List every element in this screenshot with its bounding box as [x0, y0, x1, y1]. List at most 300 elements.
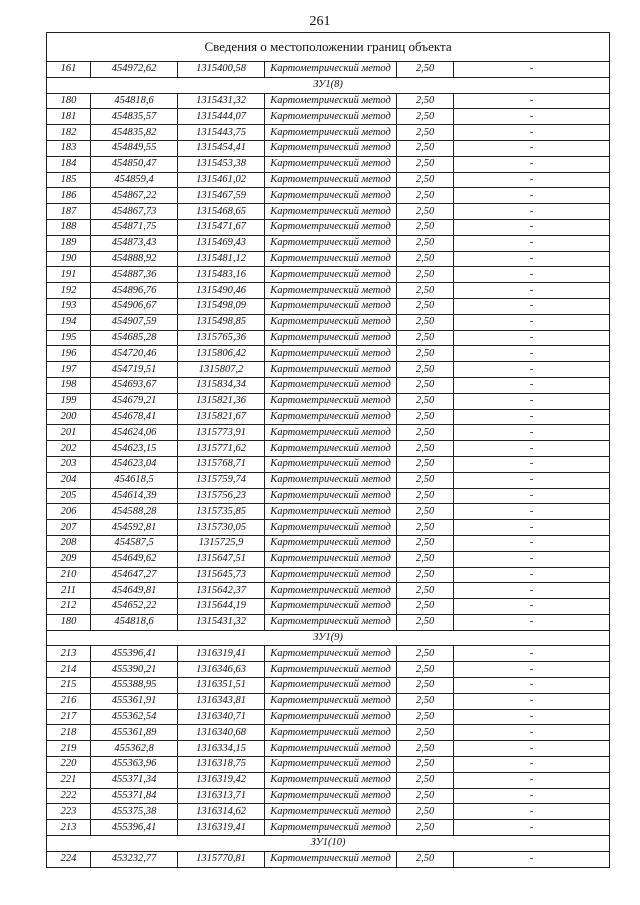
coordinate-y: 1315453,38 [178, 156, 265, 172]
table-row [47, 614, 610, 630]
coordinate-x: 454849,55 [91, 140, 178, 156]
description: - [454, 125, 610, 141]
coordinate-x: 454835,57 [91, 109, 178, 125]
precision: 2,50 [397, 409, 454, 425]
table-row [47, 662, 610, 678]
coordinate-y: 1315759,74 [178, 472, 265, 488]
table-row [47, 377, 610, 393]
table-row [47, 678, 610, 694]
precision: 2,50 [397, 693, 454, 709]
coordinate-y: 1315467,59 [178, 188, 265, 204]
coordinate-x: 454720,46 [91, 346, 178, 362]
coordinate-y: 1316314,62 [178, 804, 265, 820]
coordinate-x: 454818,6 [91, 614, 178, 630]
table-row [47, 204, 610, 220]
precision: 2,50 [397, 204, 454, 220]
method: Картометрический метод [265, 267, 397, 283]
table-row [47, 125, 610, 141]
method: Картометрический метод [265, 741, 397, 757]
precision: 2,50 [397, 472, 454, 488]
description: - [454, 678, 610, 694]
point-number: 217 [47, 709, 91, 725]
method: Картометрический метод [265, 583, 397, 599]
table-row [47, 93, 610, 109]
description: - [454, 788, 610, 804]
method: Картометрический метод [265, 488, 397, 504]
coordinate-x: 454867,22 [91, 188, 178, 204]
point-number: 212 [47, 599, 91, 615]
description: - [454, 646, 610, 662]
table-row [47, 551, 610, 567]
method: Картометрический метод [265, 314, 397, 330]
point-number: 215 [47, 678, 91, 694]
point-number: 221 [47, 772, 91, 788]
table-row [47, 156, 610, 172]
precision: 2,50 [397, 377, 454, 393]
method: Картометрический метод [265, 93, 397, 109]
point-number: 200 [47, 409, 91, 425]
description: - [454, 346, 610, 362]
precision: 2,50 [397, 125, 454, 141]
coordinate-y: 1316319,41 [178, 820, 265, 836]
coordinate-x: 454588,28 [91, 504, 178, 520]
method: Картометрический метод [265, 125, 397, 141]
precision: 2,50 [397, 535, 454, 551]
method: Картометрический метод [265, 235, 397, 251]
section-title: ЗУ1(8) [47, 77, 610, 93]
point-number: 192 [47, 283, 91, 299]
table-row [47, 409, 610, 425]
coordinate-x: 454647,27 [91, 567, 178, 583]
precision: 2,50 [397, 583, 454, 599]
coordinate-x: 454887,36 [91, 267, 178, 283]
coordinate-y: 1316319,41 [178, 646, 265, 662]
table-row [47, 535, 610, 551]
method: Картометрический метод [265, 472, 397, 488]
precision: 2,50 [397, 772, 454, 788]
point-number: 202 [47, 441, 91, 457]
coordinate-y: 1315821,36 [178, 393, 265, 409]
table-title-row [47, 33, 610, 62]
precision: 2,50 [397, 140, 454, 156]
precision: 2,50 [397, 219, 454, 235]
coordinate-x: 454888,92 [91, 251, 178, 267]
coordinate-y: 1315735,85 [178, 504, 265, 520]
coordinate-x: 454614,39 [91, 488, 178, 504]
table-row [47, 425, 610, 441]
coordinate-x: 454623,04 [91, 456, 178, 472]
coordinate-x: 454678,41 [91, 409, 178, 425]
method: Картометрический метод [265, 140, 397, 156]
coordinate-y: 1315444,07 [178, 109, 265, 125]
coordinate-x: 455388,95 [91, 678, 178, 694]
table-row [47, 172, 610, 188]
description: - [454, 741, 610, 757]
description: - [454, 219, 610, 235]
description: - [454, 456, 610, 472]
point-number: 186 [47, 188, 91, 204]
point-number: 188 [47, 219, 91, 235]
point-number: 193 [47, 298, 91, 314]
method: Картометрический метод [265, 330, 397, 346]
coordinate-y: 1315431,32 [178, 614, 265, 630]
method: Картометрический метод [265, 62, 397, 78]
point-number: 205 [47, 488, 91, 504]
point-number: 209 [47, 551, 91, 567]
point-number: 224 [47, 851, 91, 867]
coordinate-y: 1316340,71 [178, 709, 265, 725]
point-number: 199 [47, 393, 91, 409]
method: Картометрический метод [265, 346, 397, 362]
precision: 2,50 [397, 267, 454, 283]
method: Картометрический метод [265, 599, 397, 615]
description: - [454, 188, 610, 204]
coordinate-x: 454907,59 [91, 314, 178, 330]
table-row [47, 820, 610, 836]
precision: 2,50 [397, 283, 454, 299]
coordinate-y: 1315498,85 [178, 314, 265, 330]
table-row [47, 472, 610, 488]
table-row [47, 788, 610, 804]
point-number: 206 [47, 504, 91, 520]
coordinate-x: 454624,06 [91, 425, 178, 441]
coordinate-y: 1315806,42 [178, 346, 265, 362]
method: Картометрический метод [265, 219, 397, 235]
point-number: 196 [47, 346, 91, 362]
precision: 2,50 [397, 788, 454, 804]
coordinate-y: 1315773,91 [178, 425, 265, 441]
method: Картометрический метод [265, 725, 397, 741]
point-number: 208 [47, 535, 91, 551]
coordinate-y: 1315771,62 [178, 441, 265, 457]
coordinate-y: 1316334,15 [178, 741, 265, 757]
table-row [47, 393, 610, 409]
coordinate-y: 1316318,75 [178, 757, 265, 773]
description: - [454, 330, 610, 346]
coordinate-x: 454972,62 [91, 62, 178, 78]
method: Картометрический метод [265, 709, 397, 725]
point-number: 213 [47, 820, 91, 836]
coordinate-x: 454896,76 [91, 283, 178, 299]
point-number: 223 [47, 804, 91, 820]
method: Картометрический метод [265, 788, 397, 804]
description: - [454, 851, 610, 867]
coordinate-x: 455396,41 [91, 820, 178, 836]
method: Картометрический метод [265, 362, 397, 378]
table-row [47, 298, 610, 314]
coordinate-y: 1316346,63 [178, 662, 265, 678]
coordinate-x: 454867,73 [91, 204, 178, 220]
table-row [47, 283, 610, 299]
table-row [47, 757, 610, 773]
description: - [454, 804, 610, 820]
coordinate-y: 1315461,02 [178, 172, 265, 188]
point-number: 191 [47, 267, 91, 283]
coordinate-y: 1315647,51 [178, 551, 265, 567]
table-row [47, 346, 610, 362]
point-number: 189 [47, 235, 91, 251]
point-number: 204 [47, 472, 91, 488]
table-row [47, 741, 610, 757]
section-title: ЗУ1(10) [47, 836, 610, 852]
point-number: 220 [47, 757, 91, 773]
coordinate-x: 455362,8 [91, 741, 178, 757]
page-number: 261 [309, 14, 331, 29]
coordinate-y: 1315725,9 [178, 535, 265, 551]
point-number: 182 [47, 125, 91, 141]
coordinate-x: 454679,21 [91, 393, 178, 409]
precision: 2,50 [397, 488, 454, 504]
point-number: 207 [47, 520, 91, 536]
section-row [47, 77, 610, 93]
method: Картометрический метод [265, 614, 397, 630]
table-row [47, 488, 610, 504]
method: Картометрический метод [265, 804, 397, 820]
point-number: 184 [47, 156, 91, 172]
table-row [47, 62, 610, 78]
description: - [454, 725, 610, 741]
coordinate-x: 454873,43 [91, 235, 178, 251]
table-row [47, 804, 610, 820]
precision: 2,50 [397, 599, 454, 615]
table-row [47, 456, 610, 472]
description: - [454, 62, 610, 78]
description: - [454, 283, 610, 299]
coordinate-x: 455371,84 [91, 788, 178, 804]
coordinate-y: 1316343,81 [178, 693, 265, 709]
table-row [47, 599, 610, 615]
precision: 2,50 [397, 614, 454, 630]
method: Картометрический метод [265, 678, 397, 694]
table-row [47, 219, 610, 235]
precision: 2,50 [397, 62, 454, 78]
precision: 2,50 [397, 441, 454, 457]
method: Картометрический метод [265, 441, 397, 457]
coordinate-y: 1315490,46 [178, 283, 265, 299]
method: Картометрический метод [265, 535, 397, 551]
coordinate-x: 455363,96 [91, 757, 178, 773]
precision: 2,50 [397, 362, 454, 378]
table-row [47, 851, 610, 867]
method: Картометрический метод [265, 425, 397, 441]
coordinate-x: 454693,67 [91, 377, 178, 393]
point-number: 187 [47, 204, 91, 220]
coordinate-y: 1316340,68 [178, 725, 265, 741]
coordinate-y: 1315768,71 [178, 456, 265, 472]
precision: 2,50 [397, 820, 454, 836]
coordinate-y: 1315642,37 [178, 583, 265, 599]
description: - [454, 362, 610, 378]
point-number: 219 [47, 741, 91, 757]
description: - [454, 172, 610, 188]
coordinate-y: 1315498,09 [178, 298, 265, 314]
description: - [454, 693, 610, 709]
table-row [47, 709, 610, 725]
method: Картометрический метод [265, 172, 397, 188]
precision: 2,50 [397, 251, 454, 267]
point-number: 213 [47, 646, 91, 662]
table-row [47, 441, 610, 457]
coordinate-y: 1315765,36 [178, 330, 265, 346]
coordinate-x: 454618,5 [91, 472, 178, 488]
precision: 2,50 [397, 551, 454, 567]
coordinate-x: 454719,51 [91, 362, 178, 378]
description: - [454, 156, 610, 172]
method: Картометрический метод [265, 409, 397, 425]
precision: 2,50 [397, 188, 454, 204]
coordinate-x: 454906,67 [91, 298, 178, 314]
description: - [454, 551, 610, 567]
coordinate-y: 1315443,75 [178, 125, 265, 141]
precision: 2,50 [397, 804, 454, 820]
point-number: 210 [47, 567, 91, 583]
coordinate-y: 1316351,51 [178, 678, 265, 694]
coordinate-x: 454871,75 [91, 219, 178, 235]
point-number: 161 [47, 62, 91, 78]
description: - [454, 535, 610, 551]
coordinate-y: 1315834,34 [178, 377, 265, 393]
method: Картометрический метод [265, 109, 397, 125]
coordinate-x: 454850,47 [91, 156, 178, 172]
method: Картометрический метод [265, 820, 397, 836]
table-row [47, 362, 610, 378]
point-number: 195 [47, 330, 91, 346]
method: Картометрический метод [265, 520, 397, 536]
precision: 2,50 [397, 314, 454, 330]
method: Картометрический метод [265, 188, 397, 204]
method: Картометрический метод [265, 456, 397, 472]
description: - [454, 772, 610, 788]
point-number: 185 [47, 172, 91, 188]
point-number: 198 [47, 377, 91, 393]
coordinate-y: 1316319,42 [178, 772, 265, 788]
precision: 2,50 [397, 330, 454, 346]
precision: 2,50 [397, 156, 454, 172]
table-row [47, 520, 610, 536]
method: Картометрический метод [265, 662, 397, 678]
coordinate-y: 1315454,41 [178, 140, 265, 156]
section-row [47, 630, 610, 646]
point-number: 180 [47, 93, 91, 109]
description: - [454, 614, 610, 630]
description: - [454, 140, 610, 156]
precision: 2,50 [397, 346, 454, 362]
description: - [454, 314, 610, 330]
description: - [454, 599, 610, 615]
coordinate-x: 455396,41 [91, 646, 178, 662]
coordinate-x: 454592,81 [91, 520, 178, 536]
description: - [454, 267, 610, 283]
point-number: 222 [47, 788, 91, 804]
point-number: 190 [47, 251, 91, 267]
coordinate-x: 455390,21 [91, 662, 178, 678]
coordinate-x: 454649,62 [91, 551, 178, 567]
table-row [47, 772, 610, 788]
description: - [454, 298, 610, 314]
precision: 2,50 [397, 172, 454, 188]
coordinate-x: 455361,89 [91, 725, 178, 741]
precision: 2,50 [397, 678, 454, 694]
coordinate-y: 1315756,23 [178, 488, 265, 504]
coordinate-y: 1315807,2 [178, 362, 265, 378]
method: Картометрический метод [265, 772, 397, 788]
coordinate-y: 1315644,19 [178, 599, 265, 615]
method: Картометрический метод [265, 251, 397, 267]
description: - [454, 409, 610, 425]
point-number: 180 [47, 614, 91, 630]
description: - [454, 757, 610, 773]
description: - [454, 235, 610, 251]
method: Картометрический метод [265, 851, 397, 867]
point-number: 218 [47, 725, 91, 741]
method: Картометрический метод [265, 567, 397, 583]
coordinate-y: 1315400,58 [178, 62, 265, 78]
precision: 2,50 [397, 456, 454, 472]
coordinate-y: 1315471,67 [178, 219, 265, 235]
precision: 2,50 [397, 520, 454, 536]
coordinate-y: 1315821,67 [178, 409, 265, 425]
table-row [47, 235, 610, 251]
coordinate-y: 1315468,65 [178, 204, 265, 220]
method: Картометрический метод [265, 646, 397, 662]
coordinate-y: 1315730,05 [178, 520, 265, 536]
coordinate-x: 453232,77 [91, 851, 178, 867]
coordinate-x: 455361,91 [91, 693, 178, 709]
table-row [47, 140, 610, 156]
method: Картометрический метод [265, 693, 397, 709]
method: Картометрический метод [265, 551, 397, 567]
point-number: 214 [47, 662, 91, 678]
precision: 2,50 [397, 298, 454, 314]
table-row [47, 504, 610, 520]
coordinate-x: 455375,38 [91, 804, 178, 820]
method: Картометрический метод [265, 156, 397, 172]
table-row [47, 109, 610, 125]
precision: 2,50 [397, 567, 454, 583]
table-row [47, 583, 610, 599]
coordinate-x: 454587,5 [91, 535, 178, 551]
coordinate-y: 1315483,16 [178, 267, 265, 283]
method: Картометрический метод [265, 283, 397, 299]
coordinate-x: 454818,6 [91, 93, 178, 109]
coordinate-x: 454859,4 [91, 172, 178, 188]
description: - [454, 583, 610, 599]
precision: 2,50 [397, 93, 454, 109]
coordinate-y: 1316313,71 [178, 788, 265, 804]
table-row [47, 646, 610, 662]
table-row [47, 314, 610, 330]
description: - [454, 504, 610, 520]
point-number: 211 [47, 583, 91, 599]
precision: 2,50 [397, 662, 454, 678]
boundary-table [46, 32, 610, 868]
precision: 2,50 [397, 709, 454, 725]
precision: 2,50 [397, 504, 454, 520]
table-title: Сведения о местоположении границ объекта [47, 33, 610, 62]
precision: 2,50 [397, 757, 454, 773]
coordinate-y: 1315431,32 [178, 93, 265, 109]
coordinate-x: 454623,15 [91, 441, 178, 457]
point-number: 183 [47, 140, 91, 156]
table-row [47, 693, 610, 709]
description: - [454, 109, 610, 125]
precision: 2,50 [397, 393, 454, 409]
precision: 2,50 [397, 109, 454, 125]
precision: 2,50 [397, 741, 454, 757]
precision: 2,50 [397, 425, 454, 441]
coordinate-x: 454685,28 [91, 330, 178, 346]
table-row [47, 567, 610, 583]
